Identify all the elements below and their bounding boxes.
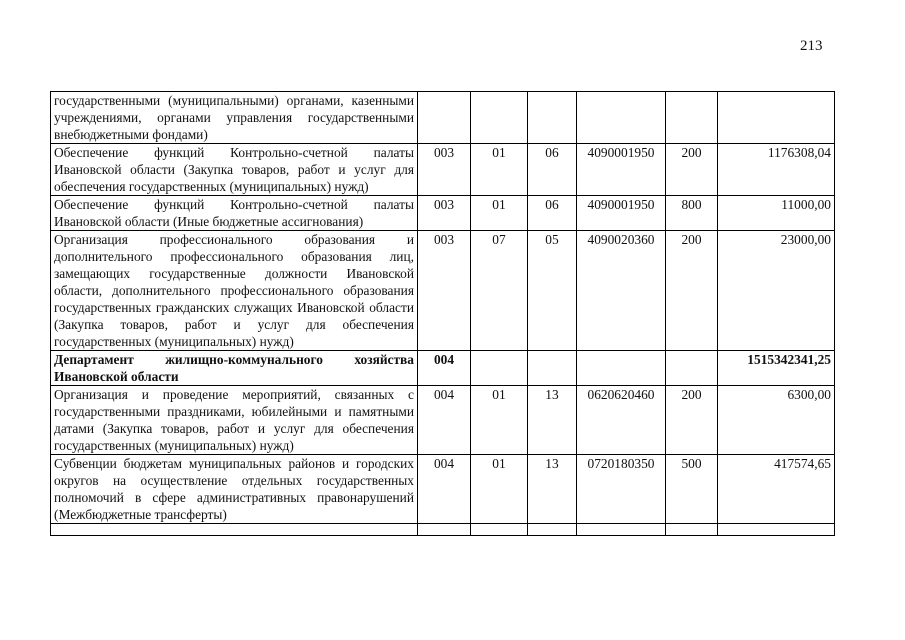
row-description: Организация и проведение мероприятий, связанных с государственными праздниками, юбилейными и памятными датами (Закупка товаров, работ и услуг для обеспечения государственных (муниципальных) нужд) bbox=[51, 386, 418, 455]
row-subsection-code: 06 bbox=[528, 144, 577, 196]
row-target-code: 0620620460 bbox=[577, 386, 666, 455]
blank-cell bbox=[418, 524, 471, 536]
row-section-code bbox=[471, 92, 528, 144]
table-row bbox=[51, 231, 835, 351]
row-amount: 1515342341,25 bbox=[718, 351, 835, 386]
row-subsection-code: 05 bbox=[528, 231, 577, 351]
row-description: Обеспечение функций Контрольно-счетной палаты Ивановской области (Закупка товаров, работ и услуг для обеспечения государственных (муниципальных) нужд) bbox=[51, 144, 418, 196]
row-ministry-code: 004 bbox=[418, 351, 471, 386]
row-expense-type-code: 200 bbox=[666, 231, 718, 351]
row-subsection-code: 13 bbox=[528, 455, 577, 524]
row-expense-type-code: 200 bbox=[666, 386, 718, 455]
row-expense-type-code bbox=[666, 92, 718, 144]
row-description: Организация профессионального образования и дополнительного профессионального образования лиц, замещающих государственные должности Ивановской области, дополнительного профессионального образования государственных гражданских служащих Ивановской области (Закупка товаров, работ и услуг для обеспечения государственных (муниципальных) нужд) bbox=[51, 231, 418, 351]
row-amount bbox=[718, 92, 835, 144]
table-row bbox=[51, 144, 835, 196]
row-section-code: 01 bbox=[471, 196, 528, 231]
row-amount: 23000,00 bbox=[718, 231, 835, 351]
row-description: государственными (муниципальными) органами, казенными учреждениями, органами управления государственными внебюджетными фондами) bbox=[51, 92, 418, 144]
row-expense-type-code bbox=[666, 351, 718, 386]
page-number: 213 bbox=[800, 38, 823, 54]
row-ministry-code: 003 bbox=[418, 231, 471, 351]
row-amount: 6300,00 bbox=[718, 386, 835, 455]
blank-cell bbox=[666, 524, 718, 536]
row-ministry-code: 004 bbox=[418, 455, 471, 524]
row-section-code bbox=[471, 351, 528, 386]
table-body bbox=[51, 92, 835, 536]
row-subsection-code bbox=[528, 351, 577, 386]
blank-cell bbox=[528, 524, 577, 536]
row-target-code bbox=[577, 92, 666, 144]
row-ministry-code: 003 bbox=[418, 196, 471, 231]
table-row bbox=[51, 386, 835, 455]
row-expense-type-code: 800 bbox=[666, 196, 718, 231]
row-amount: 417574,65 bbox=[718, 455, 835, 524]
row-amount: 1176308,04 bbox=[718, 144, 835, 196]
table-row-blank bbox=[51, 524, 835, 536]
row-amount: 11000,00 bbox=[718, 196, 835, 231]
budget-table bbox=[50, 91, 835, 536]
blank-cell bbox=[577, 524, 666, 536]
blank-cell bbox=[471, 524, 528, 536]
row-target-code: 0720180350 bbox=[577, 455, 666, 524]
row-section-code: 01 bbox=[471, 455, 528, 524]
row-ministry-code: 003 bbox=[418, 144, 471, 196]
row-subsection-code: 13 bbox=[528, 386, 577, 455]
row-target-code: 4090001950 bbox=[577, 144, 666, 196]
row-subsection-code bbox=[528, 92, 577, 144]
row-ministry-code bbox=[418, 92, 471, 144]
table-row bbox=[51, 455, 835, 524]
row-description: Субвенции бюджетам муниципальных районов и городских округов на осуществление отдельных государственных полномочий в сфере административных правонарушений (Межбюджетные трансферты) bbox=[51, 455, 418, 524]
table-row-department-header bbox=[51, 351, 835, 386]
row-section-code: 01 bbox=[471, 386, 528, 455]
blank-cell bbox=[718, 524, 835, 536]
row-section-code: 01 bbox=[471, 144, 528, 196]
row-description: Обеспечение функций Контрольно-счетной палаты Ивановской области (Иные бюджетные ассигнования) bbox=[51, 196, 418, 231]
row-expense-type-code: 500 bbox=[666, 455, 718, 524]
blank-cell bbox=[51, 524, 418, 536]
row-section-code: 07 bbox=[471, 231, 528, 351]
row-target-code: 4090001950 bbox=[577, 196, 666, 231]
row-expense-type-code: 200 bbox=[666, 144, 718, 196]
table-row bbox=[51, 92, 835, 144]
row-ministry-code: 004 bbox=[418, 386, 471, 455]
row-target-code: 4090020360 bbox=[577, 231, 666, 351]
row-subsection-code: 06 bbox=[528, 196, 577, 231]
row-target-code bbox=[577, 351, 666, 386]
row-description: Департамент жилищно-коммунального хозяйства Ивановской области bbox=[51, 351, 418, 386]
table-row bbox=[51, 196, 835, 231]
